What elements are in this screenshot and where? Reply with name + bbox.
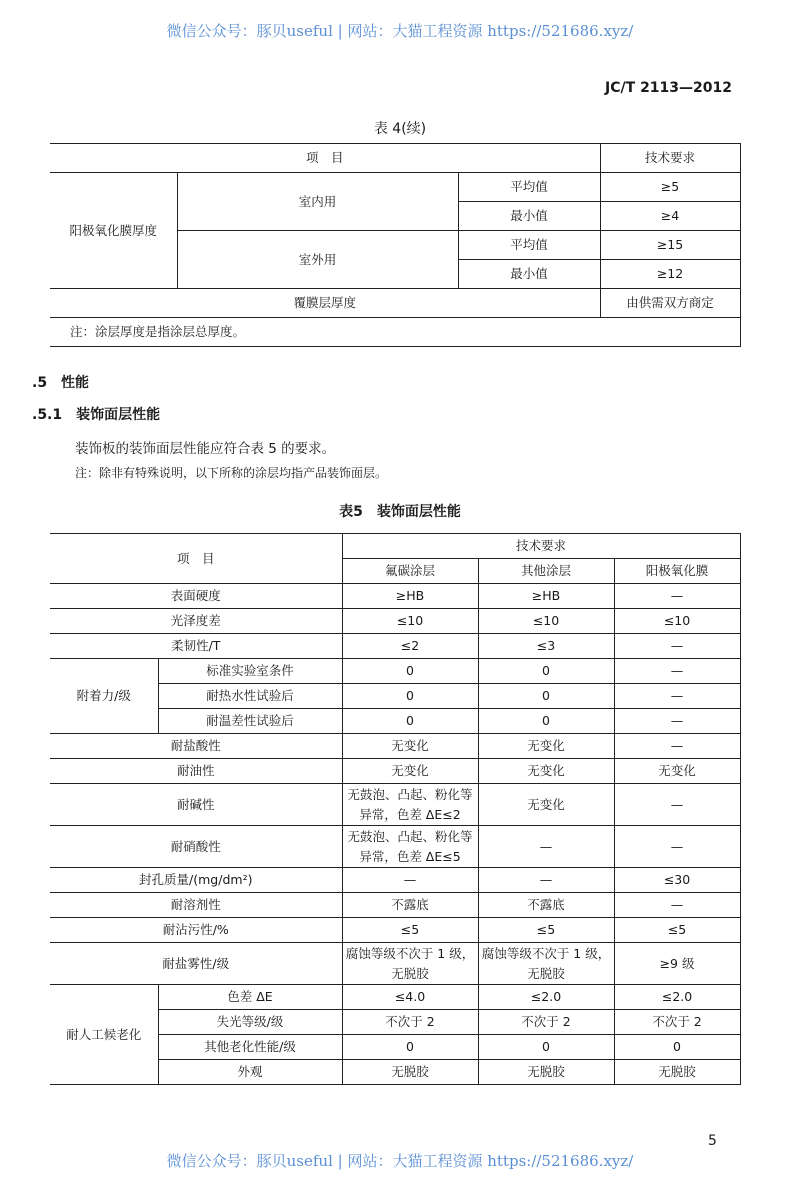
t5-row-label: 耐盐雾性/级: [50, 943, 342, 985]
t4-cell: ≥15: [600, 231, 740, 260]
t5-cell: ≤5: [342, 918, 478, 943]
t5-cell: ≤3: [478, 634, 614, 659]
section-5-1: .5.1 装饰面层性能: [32, 407, 161, 423]
t5-col-header: 氟碳涂层: [342, 559, 478, 584]
t5-cell: ≤2.0: [614, 985, 740, 1010]
t5-col-header: 其他涂层: [478, 559, 614, 584]
t5-cell: 无变化: [478, 759, 614, 784]
table-row: [50, 868, 740, 893]
t4-cell: ≥4: [600, 202, 740, 231]
t5-adhesion-label: 附着力/级: [50, 659, 158, 734]
t5-cell: 无变化: [478, 734, 614, 759]
t4-film: 覆膜层厚度: [50, 289, 600, 318]
t5-cell: 无脱胶: [614, 1060, 740, 1085]
t5-cell: —: [614, 893, 740, 918]
t5-cell: —: [614, 584, 740, 609]
watermark-bottom: 微信公众号：豚贝useful | 网站：大猫工程资源 https://521686.xyz/: [166, 1152, 634, 1170]
t5-row-label: 耐硝酸性: [50, 826, 342, 868]
t5-cell: —: [614, 784, 740, 826]
table-row: [50, 918, 740, 943]
t5-cell: —: [614, 734, 740, 759]
t5-cell: 不次于 2: [342, 1010, 478, 1035]
note: 注：除非有特殊说明，以下所称的涂层均指产品装饰面层。: [75, 466, 388, 480]
t4-cell: 平均值: [458, 173, 600, 202]
t5-aging-label: 耐人工候老化: [50, 985, 158, 1085]
t5-row-label: 耐盐酸性: [50, 734, 342, 759]
table-row: [50, 534, 740, 559]
t5-cell: 0: [342, 659, 478, 684]
t5-cell: —: [614, 709, 740, 734]
t5-cell: 无变化: [342, 759, 478, 784]
table-row: [50, 734, 740, 759]
t5-cell: —: [614, 634, 740, 659]
page-number: 5: [708, 1133, 717, 1149]
table-row: [50, 985, 740, 1010]
t5-row-label: 色差 ΔE: [158, 985, 342, 1010]
standard-number: JC/T 2113—2012: [605, 80, 732, 96]
t5-cell: ≥9 级: [614, 943, 740, 985]
table5-title: 表5 装饰面层性能: [339, 504, 461, 520]
t4-cell: ≥5: [600, 173, 740, 202]
t5-head-req: 技术要求: [342, 534, 740, 559]
t5-cell: 腐蚀等级不次于 1 级，无脱胶: [342, 943, 478, 985]
t5-cell: 不露底: [342, 893, 478, 918]
t5-row-label: 封孔质量/(mg/dm²): [50, 868, 342, 893]
t4-head-req: 技术要求: [600, 144, 740, 173]
t5-cell: 不露底: [478, 893, 614, 918]
t5-cell: —: [342, 868, 478, 893]
watermark-top: 微信公众号：豚贝useful | 网站：大猫工程资源 https://521686.xyz/: [166, 22, 634, 40]
t5-row-label: 耐温差性试验后: [158, 709, 342, 734]
t5-col-header: 阳极氧化膜: [614, 559, 740, 584]
t4-note: 注：涂层厚度是指涂层总厚度。: [50, 318, 740, 347]
t5-row-label: 耐碱性: [50, 784, 342, 826]
table-row: [50, 659, 740, 684]
t4-anodic: 阳极氧化膜厚度: [50, 173, 177, 289]
paragraph: 装饰板的装饰面层性能应符合表 5 的要求。: [75, 441, 336, 457]
t5-cell: 无脱胶: [478, 1060, 614, 1085]
t5-cell: ≤5: [478, 918, 614, 943]
t4-cell: ≥12: [600, 260, 740, 289]
t5-cell: 无鼓泡、凸起、粉化等异常，色差 ΔE≤5: [342, 826, 478, 868]
t5-cell: ≤10: [342, 609, 478, 634]
t5-cell: 0: [478, 1035, 614, 1060]
t5-row-label: 其他老化性能/级: [158, 1035, 342, 1060]
t5-row-label: 耐溶剂性: [50, 893, 342, 918]
t5-cell: 0: [614, 1035, 740, 1060]
t4-cell: 平均值: [458, 231, 600, 260]
table-row: [50, 584, 740, 609]
t5-row-label: 失光等级/级: [158, 1010, 342, 1035]
t5-row-label: 耐油性: [50, 759, 342, 784]
table-row: [50, 943, 740, 985]
t5-cell: —: [478, 868, 614, 893]
t4-indoor: 室内用: [177, 173, 458, 231]
t5-head-item: 项 目: [50, 534, 342, 584]
t5-cell: —: [614, 684, 740, 709]
table-row: [50, 826, 740, 868]
t5-cell: 腐蚀等级不次于 1 级，无脱胶: [478, 943, 614, 985]
t5-row-label: 耐热水性试验后: [158, 684, 342, 709]
t5-cell: 无变化: [614, 759, 740, 784]
t5-cell: ≥HB: [478, 584, 614, 609]
t5-cell: 0: [342, 1035, 478, 1060]
section-5: .5 性能: [32, 375, 90, 391]
t5-row-label: 标准实验室条件: [158, 659, 342, 684]
table-row: [50, 634, 740, 659]
t5-cell: ≤10: [614, 609, 740, 634]
t5-cell: 无鼓泡、凸起、粉化等异常，色差 ΔE≤2: [342, 784, 478, 826]
t5-row-label: 表面硬度: [50, 584, 342, 609]
t5-row-label: 外观: [158, 1060, 342, 1085]
t5-cell: ≤30: [614, 868, 740, 893]
t5-cell: 0: [478, 709, 614, 734]
table-row: [50, 759, 740, 784]
t5-cell: ≤2.0: [478, 985, 614, 1010]
table-row: [50, 609, 740, 634]
t5-cell: 不次于 2: [478, 1010, 614, 1035]
t5-cell: 无脱胶: [342, 1060, 478, 1085]
table4-title: 表 4(续): [373, 121, 427, 137]
t5-cell: 0: [478, 659, 614, 684]
t5-cell: 0: [478, 684, 614, 709]
t5-cell: 不次于 2: [614, 1010, 740, 1035]
t5-cell: 0: [342, 684, 478, 709]
table5: [50, 533, 741, 1085]
t4-outdoor: 室外用: [177, 231, 458, 289]
t5-cell: —: [478, 826, 614, 868]
t5-row-label: 耐沾污性/%: [50, 918, 342, 943]
t5-cell: 无变化: [478, 784, 614, 826]
t5-cell: ≤4.0: [342, 985, 478, 1010]
table-row: [50, 893, 740, 918]
t5-cell: ≤10: [478, 609, 614, 634]
t4-cell: 最小值: [458, 202, 600, 231]
t5-row-label: 光泽度差: [50, 609, 342, 634]
t5-cell: ≤5: [614, 918, 740, 943]
t5-cell: ≤2: [342, 634, 478, 659]
t4-film-req: 由供需双方商定: [600, 289, 740, 318]
t4-head-item: 项 目: [50, 144, 600, 173]
t5-cell: 0: [342, 709, 478, 734]
t5-cell: ≥HB: [342, 584, 478, 609]
table-row: [50, 784, 740, 826]
table4: [50, 143, 741, 347]
t5-cell: —: [614, 659, 740, 684]
t5-cell: —: [614, 826, 740, 868]
t4-cell: 最小值: [458, 260, 600, 289]
t5-cell: 无变化: [342, 734, 478, 759]
t5-row-label: 柔韧性/T: [50, 634, 342, 659]
